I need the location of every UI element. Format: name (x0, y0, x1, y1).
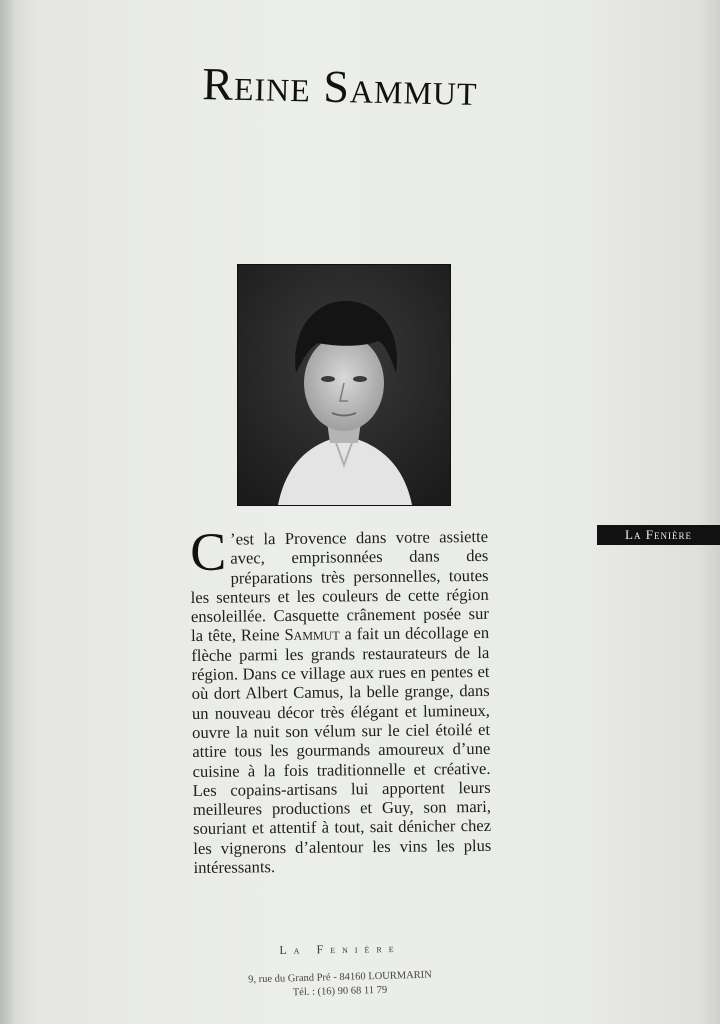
footer-phone: Tél. : (16) 90 68 11 79 (292, 984, 388, 999)
footer-address: 9, rue du Grand Pré - 84160 LOURMARIN (248, 969, 432, 986)
section-tab-la-feniere: La Fenière (597, 525, 720, 545)
article-rest: a fait un décollage en flèche parmi les grands restaurateurs de la région. Dans ce village aux rues en pentes et où dort Albert Camus, la belle grange, dans un nouveau décor très élégant et lumineux, ouvre la nuit son vélum sur le ciel étoilé et attire tous les gourmands amoureux d’une cuisine à la fois traditionnelle et créative. Les copains-artisans lui apportent leurs meilleures productions et Guy, son mari, souriant et attentif à tout, sait dénicher chez les vignerons d’alentour les vins les plus intéressants. (191, 623, 492, 878)
article-body (189, 521, 492, 878)
article-dropcap: C (189, 521, 227, 582)
article-intro: ’est la Provence dans votre assiette avec, emprisonnées dans des préparations très personnelles, toutes les senteurs et les couleurs de cette région ensoleillée. Casquette crânement posée sur la tête, Reine (190, 526, 489, 646)
chef-portrait-photo (237, 264, 451, 506)
chef-surname: Sammut (284, 624, 340, 645)
page-title: Reine Sammut (201, 58, 479, 115)
page-spine-shadow (0, 0, 14, 1024)
footer-restaurant-name: La Fenière (279, 940, 401, 958)
portrait-illustration (238, 265, 450, 505)
